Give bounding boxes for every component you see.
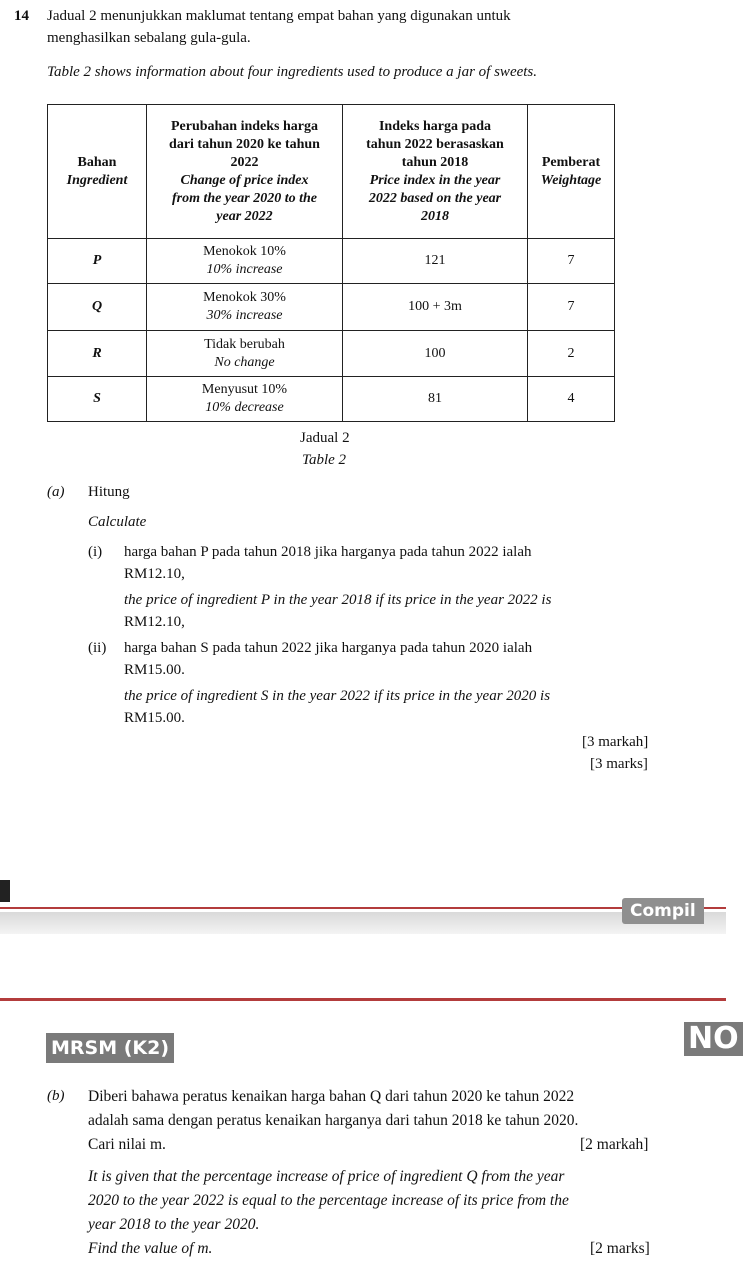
header-index-en-3: 2018 [421, 208, 449, 224]
part-b-ms-3: Cari nilai m. [88, 1136, 166, 1153]
cell-change-ms: Menokok 10% [203, 244, 286, 259]
table-header-row [48, 105, 615, 239]
part-b-ms-2: adalah sama dengan peratus kenaikan harganya dari tahun 2018 ke tahun 2020. [88, 1112, 579, 1129]
part-a-ii-en-2: RM15.00. [124, 710, 185, 726]
header-change-en-1: Change of price index [180, 172, 309, 188]
header-change-en-2: from the year 2020 to the [171, 190, 318, 206]
part-a-i-ms-2: RM12.10, [124, 566, 185, 582]
intro-english: Table 2 shows information about four ingredients used to produce a jar of sweets. [47, 64, 538, 80]
table-2 [47, 104, 615, 422]
header-ingredient-ms: Bahan [77, 154, 117, 170]
header-change [147, 105, 343, 239]
part-a-i-label: (i) [88, 544, 103, 560]
cell-index: 100 [343, 331, 528, 377]
part-a-title-en: Calculate [88, 514, 147, 530]
header-index-en-2: 2022 based on the year [368, 190, 502, 206]
cell-change-en: 10% decrease [205, 400, 284, 415]
part-a-label: (a) [47, 484, 65, 500]
cell-change-ms: Tidak berubah [204, 336, 285, 352]
cell-change [147, 331, 343, 377]
part-a-ii-ms-1: harga bahan S pada tahun 2022 jika harganya pada tahun 2020 ialah [124, 640, 533, 656]
cell-index: 81 [343, 377, 528, 422]
part-b-marks-en: [2 marks] [590, 1240, 650, 1257]
header-ingredient-en: Ingredient [66, 172, 128, 188]
cell-change [147, 284, 343, 331]
cell-weight: 7 [528, 239, 615, 284]
header-weightage-ms: Pemberat [541, 154, 601, 170]
part-a-ii-ms-2: RM15.00. [124, 662, 185, 678]
header-change-ms-1: Perubahan indeks harga [170, 118, 319, 134]
cell-index: 121 [343, 239, 528, 284]
cell-weight: 7 [528, 284, 615, 331]
cell-change [147, 239, 343, 284]
cell-change-ms: Menyusut 10% [201, 382, 288, 397]
part-a-i-en-2: RM12.10, [124, 614, 185, 630]
part-a-i-en-1: the price of ingredient P in the year 2018 if its price in the year 2022 is [124, 592, 552, 608]
part-a-ii-label: (ii) [88, 640, 107, 656]
divider-bottom [0, 998, 726, 1001]
cell-change-en: No change [214, 354, 275, 370]
compil-label: Compil [622, 898, 704, 924]
table-row [48, 239, 615, 284]
header-weightage [528, 105, 615, 239]
part-b-en-3: year 2018 to the year 2020. [88, 1216, 260, 1233]
cell-change [147, 377, 343, 422]
header-change-ms-2: dari tahun 2020 ke tahun [169, 136, 320, 152]
cell-index: 100 + 3m [343, 284, 528, 331]
header-index [343, 105, 528, 239]
question-number: 14 [14, 8, 29, 24]
part-a-title-ms: Hitung [88, 484, 130, 500]
no-badge: NO [684, 1022, 743, 1056]
part-b-marks-ms: [2 markah] [580, 1136, 649, 1153]
header-index-en-1: Price index in the year [369, 172, 501, 188]
part-b-label: (b) [47, 1088, 65, 1104]
part-a-marks-en: [3 marks] [590, 756, 648, 772]
table-row [48, 331, 615, 377]
edge-marker [0, 880, 10, 902]
intro-malay-line-1: Jadual 2 menunjukkan maklumat tentang empat bahan yang digunakan untuk [47, 8, 511, 24]
divider-top [0, 907, 726, 909]
part-b-en-4: Find the value of m. [88, 1240, 213, 1257]
part-a-marks-ms: [3 markah] [582, 734, 649, 750]
header-index-ms-3: tahun 2018 [401, 154, 469, 170]
part-b-en-1: It is given that the percentage increase of price of ingredient Q from the year [88, 1168, 565, 1185]
table-row [48, 377, 615, 422]
table-row [48, 284, 615, 331]
cell-weight: 2 [528, 331, 615, 377]
header-index-ms-1: Indeks harga pada [378, 118, 492, 134]
header-change-en-3: year 2022 [216, 208, 273, 224]
cell-weight: 4 [528, 377, 615, 422]
cell-ingredient: P [48, 239, 147, 284]
part-a-ii-en-1: the price of ingredient S in the year 2022 if its price in the year 2020 is [124, 688, 551, 704]
cell-ingredient: S [48, 377, 147, 422]
part-b-en-2: 2020 to the year 2022 is equal to the percentage increase of its price from the [88, 1192, 569, 1209]
cell-change-ms: Menokok 30% [203, 290, 286, 305]
cell-ingredient: Q [48, 284, 147, 331]
part-b-ms-1: Diberi bahawa peratus kenaikan harga bahan Q dari tahun 2020 ke tahun 2022 [88, 1088, 575, 1105]
table-caption-en: Table 2 [302, 452, 347, 468]
part-a-i-ms-1: harga bahan P pada tahun 2018 jika harganya pada tahun 2022 ialah [124, 544, 532, 560]
divider-shadow [0, 912, 726, 934]
header-change-ms-3: 2022 [230, 154, 259, 170]
cell-change-en: 30% increase [206, 308, 283, 323]
cell-change-en: 10% increase [206, 262, 283, 277]
cell-ingredient: R [48, 331, 147, 377]
table-caption-ms: Jadual 2 [300, 430, 350, 446]
intro-malay-line-2: menghasilkan sebalang gula-gula. [47, 30, 251, 46]
header-index-ms-2: tahun 2022 berasaskan [366, 136, 504, 152]
header-ingredient [48, 105, 147, 239]
mrsm-badge: MRSM (K2) [46, 1033, 174, 1063]
header-weightage-en: Weightage [540, 172, 602, 188]
